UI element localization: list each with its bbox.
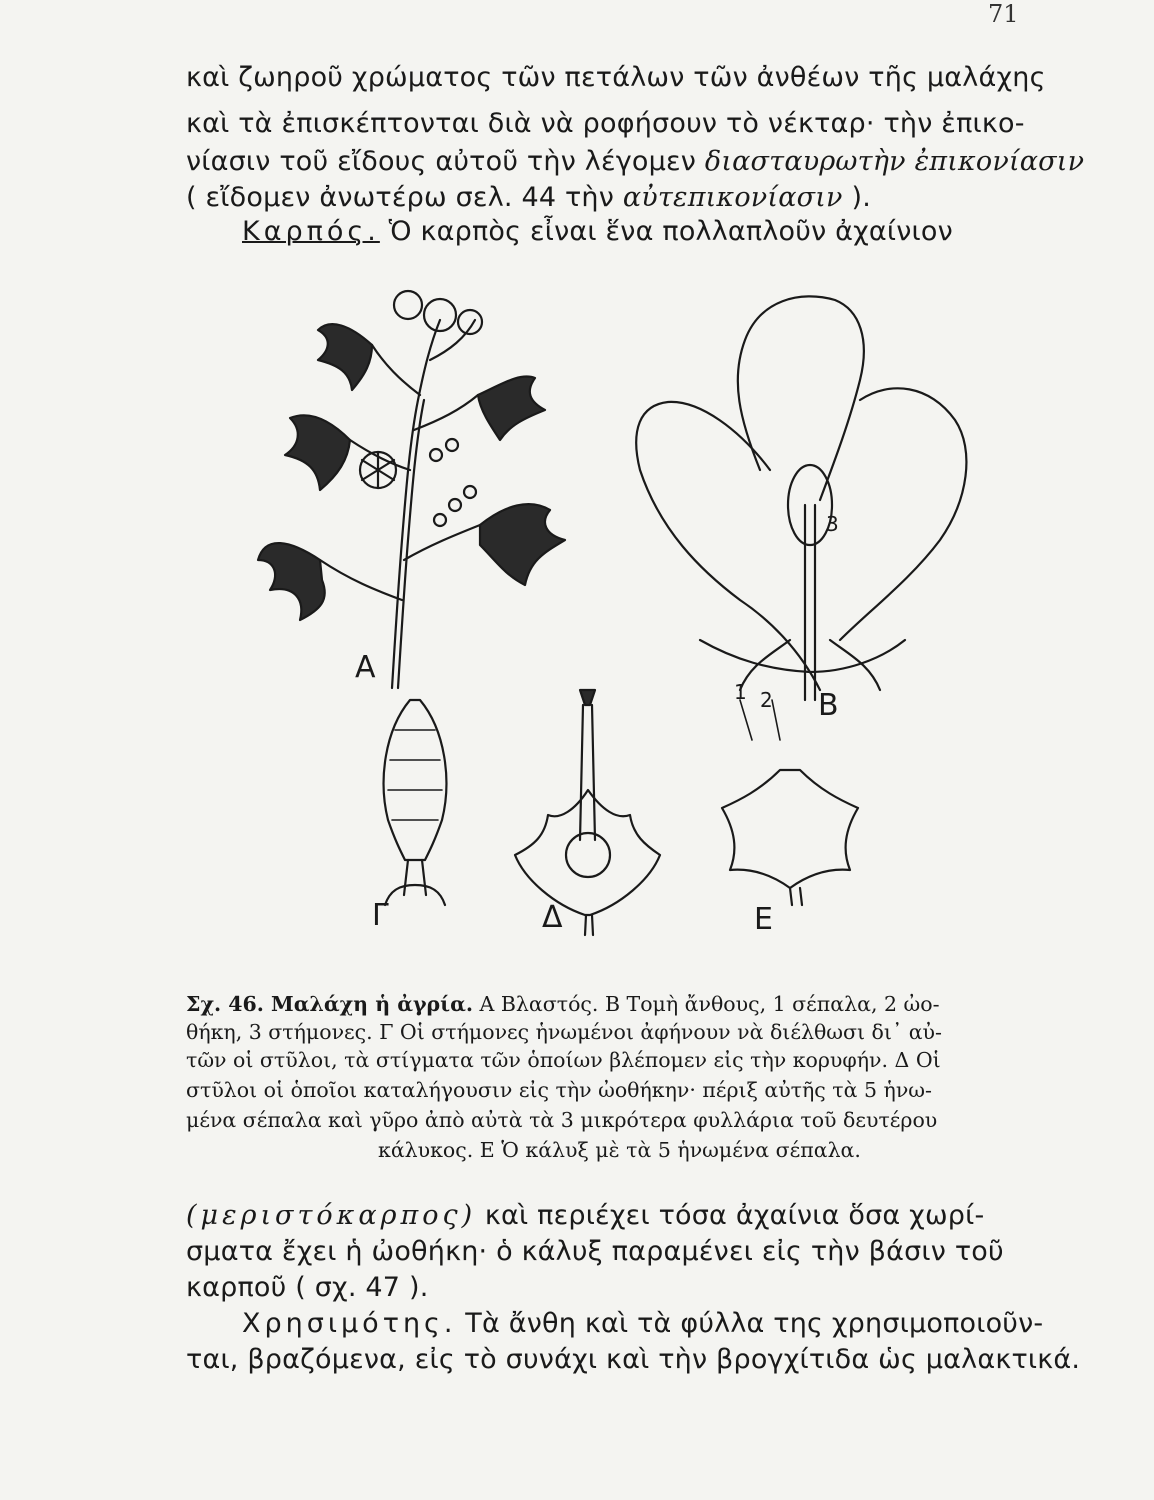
text-line: ται, βραζόμενα, εἰς τὸ συνάχι καὶ τὴν βρογχίτιδα ὡς μαλακτικά. [186,1344,1081,1375]
section-heading-usefulness: Χρησιμότης. [242,1308,457,1339]
italic-term: αὐτεπικονίασιν [622,182,843,213]
label-d: Δ [542,900,563,935]
caption-line: στῦλοι οἱ ὁποῖοι καταλήγουσιν εἰς τὴν ὠοθήκην· πέριξ αὐτῆς τὰ 5 ἡνω- [186,1078,932,1102]
text-run: καὶ περιέχει τόσα ἀχαίνια ὅσα χωρί- [476,1200,985,1231]
styles-calyx-drawing [515,690,660,935]
text-run: νίασιν τοῦ εἴδους αὐτοῦ τὴν λέγομεν [186,146,705,177]
text-line: καὶ ζωηροῦ χρώματος τῶν πετάλων τῶν ἀνθέων τῆς μαλάχης [186,62,1046,93]
text-line [186,1200,984,1231]
label-g: Γ [372,898,389,933]
label-b: Β [818,688,839,723]
caption-title: Σχ. 46. Μαλάχη ἡ ἀγρία. [186,992,474,1016]
label-a: Α [355,650,376,685]
caption-line [186,992,940,1016]
calyx-drawing [722,770,858,905]
caption-line: θήκη, 3 στήμονες. Γ Οἱ στήμονες ἡνωμένοι ἀφήνουν νὰ διέλθωσι δι᾽ αὐ- [186,1020,942,1044]
text-run: ( εἴδομεν ἀνωτέρω σελ. 44 τὴν [186,182,623,213]
label-2: 2 [760,688,773,712]
page-number: 71 [988,0,1019,28]
text-line: καρποῦ ( σχ. 47 ). [186,1272,429,1303]
italic-term: διασταυρωτὴν ἐπικονίασιν [704,146,1085,177]
text-line: σματα ἔχει ἡ ὠοθήκη· ὁ κάλυξ παραμένει εἰς τὴν βάσιν τοῦ [186,1236,1004,1267]
flower-section-drawing [636,296,966,740]
label-e: Ε [754,902,773,937]
text-line [242,1308,1043,1339]
branch-drawing [258,291,565,688]
caption-line: τῶν οἱ στῦλοι, τὰ στίγματα τῶν ὁποίων βλέπομεν εἰς τὴν κορυφήν. Δ Οἱ [186,1048,941,1072]
text-line: καὶ τὰ ἐπισκέπτονται διὰ νὰ ροφήσουν τὸ νέκταρ· τὴν ἐπικο- [186,108,1025,139]
text-run: ). [842,182,871,213]
label-3: 3 [826,512,839,536]
label-1: 1 [734,680,747,704]
text-run: Α Βλαστός. Β Τομὴ ἄνθους, 1 σέπαλα, 2 ὠο- [473,992,940,1016]
caption-line: κάλυκος. Ε Ὁ κάλυξ μὲ τὰ 5 ἡνωμένα σέπαλα. [378,1138,861,1162]
section-heading-fruit: Καρπός. [242,216,380,247]
text-run: Τὰ ἄνθη καὶ τὰ φύλλα της χρησιμοποιοῦν- [456,1308,1044,1339]
caption-line: μένα σέπαλα καὶ γῦρο ἀπὸ αὐτὰ τὰ 3 μικρότερα φυλλάρια τοῦ δευτέρου [186,1108,938,1132]
stamen-column-drawing [384,700,447,905]
text-run: Ὁ καρπὸς εἶναι ἕνα πολλαπλοῦν ἀχαίνιον [379,216,953,247]
italic-term: (μεριστόκαρπος) [186,1200,477,1231]
